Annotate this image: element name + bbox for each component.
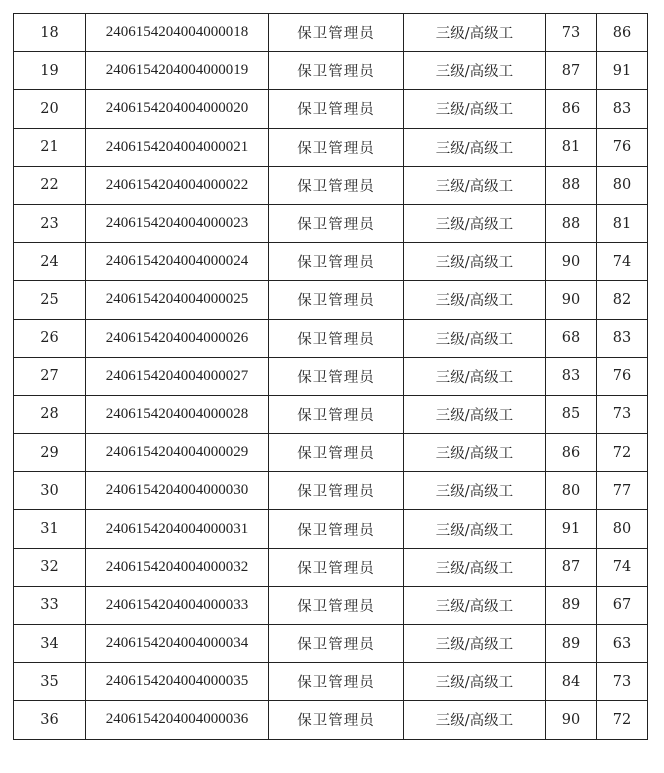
score-1-cell: 88 bbox=[546, 166, 597, 204]
occupation-cell: 保卫管理员 bbox=[269, 319, 404, 357]
candidate-id-cell: 2406154204004000034 bbox=[86, 625, 269, 663]
candidate-id-cell: 2406154204004000036 bbox=[86, 701, 269, 739]
row-number-cell: 26 bbox=[14, 319, 86, 357]
table-row bbox=[14, 90, 648, 128]
occupation-cell: 保卫管理员 bbox=[269, 472, 404, 510]
row-number-cell: 24 bbox=[14, 243, 86, 281]
row-number-cell: 33 bbox=[14, 586, 86, 624]
score-1-cell: 87 bbox=[546, 52, 597, 90]
level-cell: 三级/高级工 bbox=[404, 128, 546, 166]
score-2-cell: 74 bbox=[597, 243, 648, 281]
occupation-cell: 保卫管理员 bbox=[269, 434, 404, 472]
candidate-id-cell: 2406154204004000020 bbox=[86, 90, 269, 128]
table-row bbox=[14, 52, 648, 90]
occupation-cell: 保卫管理员 bbox=[269, 128, 404, 166]
occupation-cell: 保卫管理员 bbox=[269, 281, 404, 319]
candidate-id-cell: 2406154204004000019 bbox=[86, 52, 269, 90]
candidate-id-cell: 2406154204004000033 bbox=[86, 586, 269, 624]
score-2-cell: 73 bbox=[597, 395, 648, 433]
results-table-body bbox=[14, 14, 648, 740]
score-2-cell: 67 bbox=[597, 586, 648, 624]
score-2-cell: 73 bbox=[597, 663, 648, 701]
table-row bbox=[14, 357, 648, 395]
results-table bbox=[13, 13, 648, 740]
table-row bbox=[14, 586, 648, 624]
score-1-cell: 80 bbox=[546, 472, 597, 510]
table-row bbox=[14, 14, 648, 52]
score-1-cell: 68 bbox=[546, 319, 597, 357]
level-cell: 三级/高级工 bbox=[404, 510, 546, 548]
row-number-cell: 31 bbox=[14, 510, 86, 548]
candidate-id-cell: 2406154204004000032 bbox=[86, 548, 269, 586]
score-1-cell: 88 bbox=[546, 204, 597, 242]
candidate-id-cell: 2406154204004000035 bbox=[86, 663, 269, 701]
score-1-cell: 90 bbox=[546, 243, 597, 281]
score-1-cell: 87 bbox=[546, 548, 597, 586]
score-1-cell: 89 bbox=[546, 586, 597, 624]
occupation-cell: 保卫管理员 bbox=[269, 663, 404, 701]
score-2-cell: 83 bbox=[597, 319, 648, 357]
level-cell: 三级/高级工 bbox=[404, 319, 546, 357]
level-cell: 三级/高级工 bbox=[404, 434, 546, 472]
row-number-cell: 22 bbox=[14, 166, 86, 204]
table-row bbox=[14, 128, 648, 166]
score-2-cell: 91 bbox=[597, 52, 648, 90]
table-row bbox=[14, 281, 648, 319]
score-2-cell: 81 bbox=[597, 204, 648, 242]
row-number-cell: 36 bbox=[14, 701, 86, 739]
row-number-cell: 32 bbox=[14, 548, 86, 586]
level-cell: 三级/高级工 bbox=[404, 395, 546, 433]
table-row bbox=[14, 663, 648, 701]
occupation-cell: 保卫管理员 bbox=[269, 701, 404, 739]
row-number-cell: 34 bbox=[14, 625, 86, 663]
row-number-cell: 25 bbox=[14, 281, 86, 319]
candidate-id-cell: 2406154204004000018 bbox=[86, 14, 269, 52]
score-2-cell: 74 bbox=[597, 548, 648, 586]
level-cell: 三级/高级工 bbox=[404, 243, 546, 281]
score-1-cell: 73 bbox=[546, 14, 597, 52]
occupation-cell: 保卫管理员 bbox=[269, 204, 404, 242]
occupation-cell: 保卫管理员 bbox=[269, 548, 404, 586]
row-number-cell: 18 bbox=[14, 14, 86, 52]
level-cell: 三级/高级工 bbox=[404, 472, 546, 510]
level-cell: 三级/高级工 bbox=[404, 90, 546, 128]
score-1-cell: 83 bbox=[546, 357, 597, 395]
occupation-cell: 保卫管理员 bbox=[269, 14, 404, 52]
table-row bbox=[14, 243, 648, 281]
score-1-cell: 91 bbox=[546, 510, 597, 548]
level-cell: 三级/高级工 bbox=[404, 701, 546, 739]
score-2-cell: 72 bbox=[597, 434, 648, 472]
score-2-cell: 77 bbox=[597, 472, 648, 510]
candidate-id-cell: 2406154204004000022 bbox=[86, 166, 269, 204]
table-row bbox=[14, 625, 648, 663]
level-cell: 三级/高级工 bbox=[404, 548, 546, 586]
score-1-cell: 86 bbox=[546, 90, 597, 128]
score-2-cell: 82 bbox=[597, 281, 648, 319]
candidate-id-cell: 2406154204004000023 bbox=[86, 204, 269, 242]
candidate-id-cell: 2406154204004000027 bbox=[86, 357, 269, 395]
score-1-cell: 90 bbox=[546, 281, 597, 319]
score-2-cell: 80 bbox=[597, 510, 648, 548]
table-row bbox=[14, 701, 648, 739]
score-1-cell: 90 bbox=[546, 701, 597, 739]
score-2-cell: 63 bbox=[597, 625, 648, 663]
candidate-id-cell: 2406154204004000029 bbox=[86, 434, 269, 472]
level-cell: 三级/高级工 bbox=[404, 166, 546, 204]
level-cell: 三级/高级工 bbox=[404, 663, 546, 701]
occupation-cell: 保卫管理员 bbox=[269, 510, 404, 548]
score-2-cell: 76 bbox=[597, 357, 648, 395]
occupation-cell: 保卫管理员 bbox=[269, 586, 404, 624]
row-number-cell: 21 bbox=[14, 128, 86, 166]
candidate-id-cell: 2406154204004000031 bbox=[86, 510, 269, 548]
score-1-cell: 85 bbox=[546, 395, 597, 433]
occupation-cell: 保卫管理员 bbox=[269, 243, 404, 281]
occupation-cell: 保卫管理员 bbox=[269, 166, 404, 204]
row-number-cell: 23 bbox=[14, 204, 86, 242]
occupation-cell: 保卫管理员 bbox=[269, 357, 404, 395]
score-1-cell: 86 bbox=[546, 434, 597, 472]
score-2-cell: 72 bbox=[597, 701, 648, 739]
row-number-cell: 28 bbox=[14, 395, 86, 433]
score-1-cell: 84 bbox=[546, 663, 597, 701]
table-row bbox=[14, 510, 648, 548]
candidate-id-cell: 2406154204004000024 bbox=[86, 243, 269, 281]
level-cell: 三级/高级工 bbox=[404, 625, 546, 663]
score-2-cell: 80 bbox=[597, 166, 648, 204]
score-2-cell: 76 bbox=[597, 128, 648, 166]
occupation-cell: 保卫管理员 bbox=[269, 625, 404, 663]
row-number-cell: 35 bbox=[14, 663, 86, 701]
score-1-cell: 89 bbox=[546, 625, 597, 663]
row-number-cell: 19 bbox=[14, 52, 86, 90]
level-cell: 三级/高级工 bbox=[404, 281, 546, 319]
level-cell: 三级/高级工 bbox=[404, 586, 546, 624]
table-row bbox=[14, 434, 648, 472]
table-row bbox=[14, 166, 648, 204]
candidate-id-cell: 2406154204004000028 bbox=[86, 395, 269, 433]
row-number-cell: 20 bbox=[14, 90, 86, 128]
occupation-cell: 保卫管理员 bbox=[269, 90, 404, 128]
occupation-cell: 保卫管理员 bbox=[269, 395, 404, 433]
score-1-cell: 81 bbox=[546, 128, 597, 166]
candidate-id-cell: 2406154204004000021 bbox=[86, 128, 269, 166]
score-2-cell: 83 bbox=[597, 90, 648, 128]
table-row bbox=[14, 319, 648, 357]
row-number-cell: 29 bbox=[14, 434, 86, 472]
level-cell: 三级/高级工 bbox=[404, 357, 546, 395]
score-2-cell: 86 bbox=[597, 14, 648, 52]
occupation-cell: 保卫管理员 bbox=[269, 52, 404, 90]
table-row bbox=[14, 395, 648, 433]
level-cell: 三级/高级工 bbox=[404, 52, 546, 90]
level-cell: 三级/高级工 bbox=[404, 14, 546, 52]
table-row bbox=[14, 472, 648, 510]
candidate-id-cell: 2406154204004000030 bbox=[86, 472, 269, 510]
table-row bbox=[14, 548, 648, 586]
table-row bbox=[14, 204, 648, 242]
row-number-cell: 30 bbox=[14, 472, 86, 510]
candidate-id-cell: 2406154204004000026 bbox=[86, 319, 269, 357]
level-cell: 三级/高级工 bbox=[404, 204, 546, 242]
candidate-id-cell: 2406154204004000025 bbox=[86, 281, 269, 319]
row-number-cell: 27 bbox=[14, 357, 86, 395]
